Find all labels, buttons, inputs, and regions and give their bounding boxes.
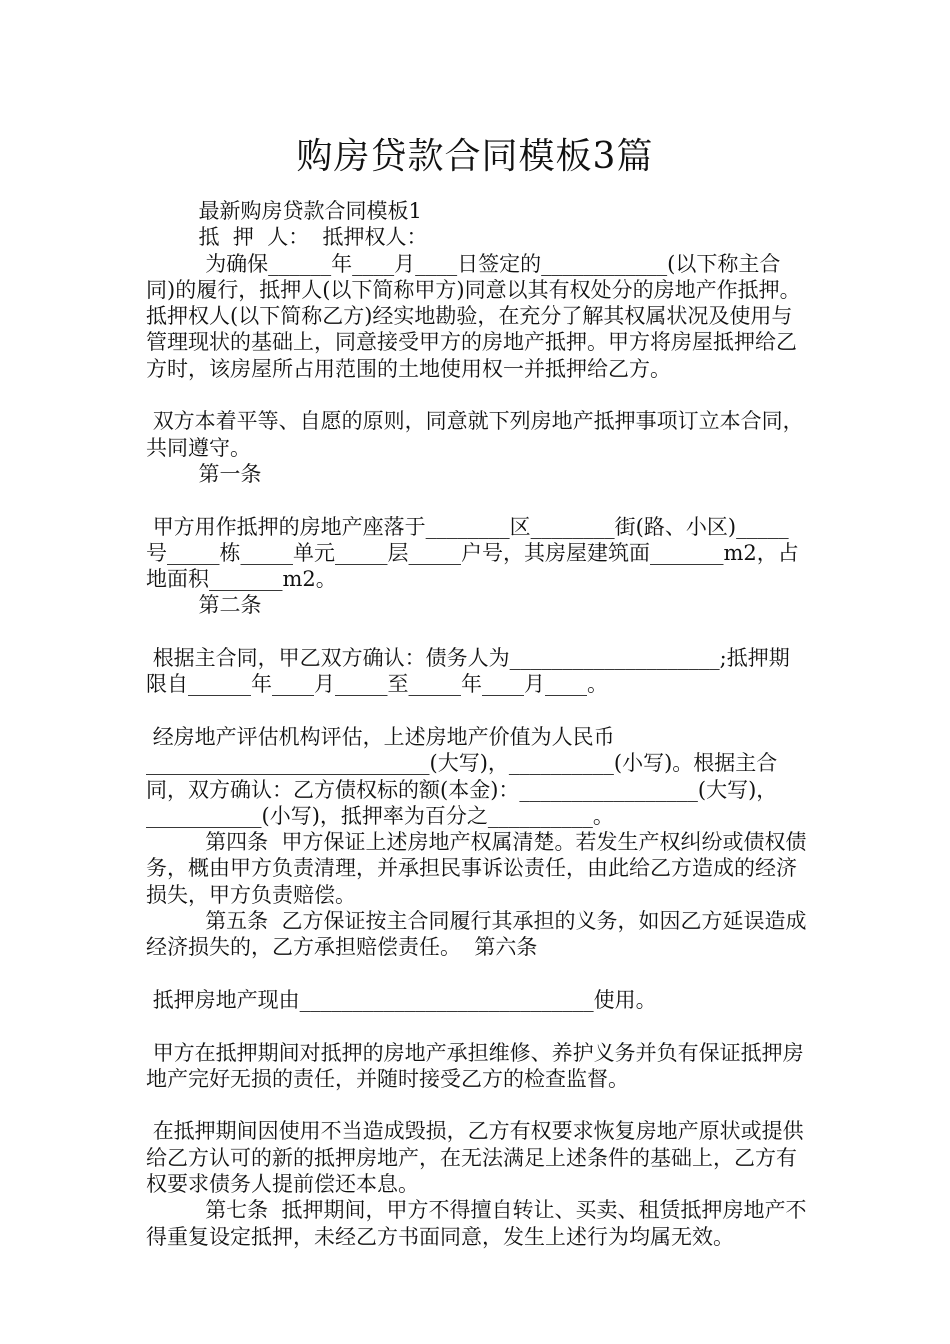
spacer (146, 1092, 808, 1118)
spacer (146, 698, 808, 724)
paragraph-property-location: 甲方用作抵押的房地产座落于________区________街(路、小区)_____号_____栋_____单元_____层_____户号，其房屋建筑面_______m2，占地面积_______m2。 (146, 514, 799, 592)
parties-line: 抵 押 人： 抵押权人： (198, 225, 428, 250)
article-5: 第五条 乙方保证按主合同履行其承担的义务，如因乙方延误造成经济损失的，乙方承担赔偿责任。 第六条 (146, 909, 807, 960)
spacer (146, 487, 808, 513)
subtitle: 最新购房贷款合同模板1 (198, 199, 422, 223)
spacer (146, 619, 808, 645)
document-title: 购房贷款合同模板3篇 (296, 136, 654, 177)
spacer (146, 382, 808, 408)
paragraph-maintenance: 甲方在抵押期间对抵押的房地产承担维修、养护义务并负有保证抵押房地产完好无损的责任，并随时接受乙方的检查监督。 (146, 1040, 804, 1091)
paragraph-usage: 抵押房地产现由____________________________使用。 (146, 987, 657, 1012)
paragraph-principle: 双方本着平等、自愿的原则，同意就下列房地产抵押事项订立本合同，共同遵守。 (146, 409, 804, 460)
paragraph-preamble: 为确保______年____月____日签定的____________(以下称主合同)的履行，抵押人(以下简称甲方)同意以其有权处分的房地产作抵押。抵押权人(以下简称乙方)经实地勘验，在充分了解其权属状况及使用与管理现状的基础上，同意接受甲方的房地产抵押。甲方将房屋抵押给乙方时，该房屋所占用范围的土地使用权一并抵押给乙方。 (146, 251, 801, 381)
article-1-heading: 第一条 (198, 461, 262, 486)
paragraph-damage: 在抵押期间因使用不当造成毁损，乙方有权要求恢复房地产原状或提供给乙方认可的新的抵押房地产，在无法满足上述条件的基础上，乙方有权要求债务人提前偿还本息。 (146, 1119, 804, 1196)
document-body (146, 198, 808, 1250)
article-4: 第四条 甲方保证上述房地产权属清楚。若发生产权纠纷或债权债务，概由甲方负责清理，并承担民事诉讼责任，由此给乙方造成的经济损失，甲方负责赔偿。 (146, 830, 807, 907)
spacer (146, 1013, 808, 1039)
article-2-heading: 第二条 (198, 593, 262, 618)
article-7: 第七条 抵押期间，甲方不得擅自转让、买卖、租赁抵押房地产不得重复设定抵押，未经乙方书面同意，发生上述行为均属无效。 (146, 1198, 807, 1249)
paragraph-valuation: 经房地产评估机构评估，上述房地产价值为人民币___________________________(大写)，__________(小写)。根据主合同，双方确认：乙方债权标的额(本金)：_________________(大写)，___________(小写)，抵押率为百分之__________。 (146, 724, 778, 828)
paragraph-debtor-term: 根据主合同，甲乙双方确认：债务人为____________________;抵押期限自______年____月_____至_____年____月____。 (146, 646, 790, 697)
spacer (146, 961, 808, 987)
